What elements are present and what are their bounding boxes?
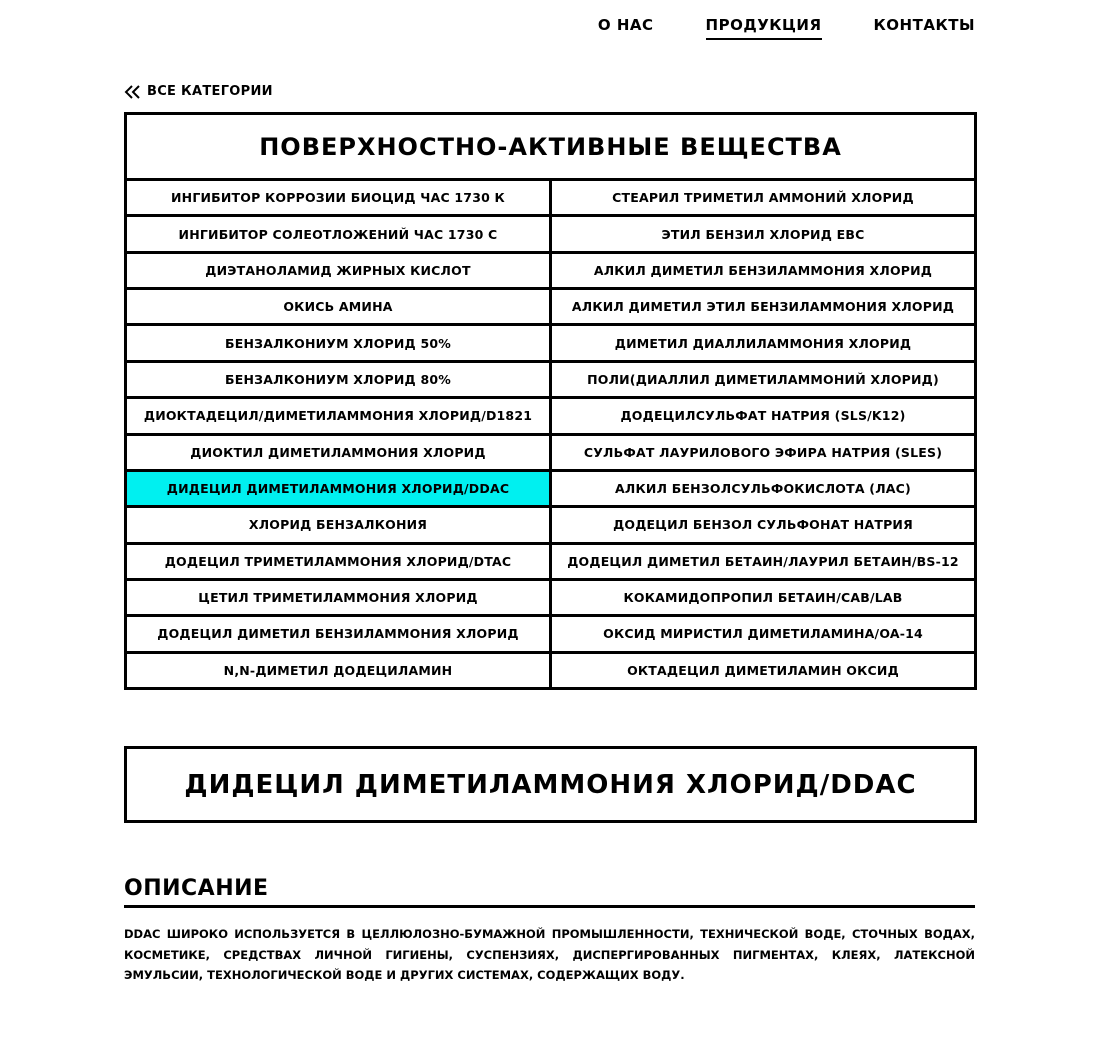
product-item[interactable]: ДОДЕЦИЛ БЕНЗОЛ СУЛЬФОНАТ НАТРИЯ (552, 508, 974, 544)
nav-products[interactable]: ПРОДУКЦИЯ (706, 14, 822, 40)
product-item[interactable]: ИНГИБИТОР КОРРОЗИИ БИОЦИД ЧАС 1730 К (127, 181, 549, 217)
product-item[interactable]: АЛКИЛ ДИМЕТИЛ ЭТИЛ БЕНЗИЛАММОНИЯ ХЛОРИД (552, 290, 974, 326)
product-item[interactable]: ДИОКТИЛ ДИМЕТИЛАММОНИЯ ХЛОРИД (127, 436, 549, 472)
product-item[interactable]: КОКАМИДОПРОПИЛ БЕТАИН/CAB/LAB (552, 581, 974, 617)
product-column-right (552, 181, 974, 687)
top-nav (598, 14, 975, 40)
product-item[interactable]: ДИЭТАНОЛАМИД ЖИРНЫХ КИСЛОТ (127, 254, 549, 290)
product-item[interactable]: ИНГИБИТОР СОЛЕОТЛОЖЕНИЙ ЧАС 1730 С (127, 217, 549, 253)
product-item[interactable]: ОКТАДЕЦИЛ ДИМЕТИЛАМИН ОКСИД (627, 662, 899, 678)
product-item[interactable]: СТЕАРИЛ ТРИМЕТИЛ АММОНИЙ ХЛОРИД (552, 181, 974, 217)
back-to-categories-link[interactable] (124, 84, 273, 99)
category-title: ПОВЕРХНОСТНО-АКТИВНЫЕ ВЕЩЕСТВА (127, 115, 974, 181)
product-item[interactable]: АЛКИЛ ДИМЕТИЛ БЕНЗИЛАММОНИЯ ХЛОРИД (552, 254, 974, 290)
nav-contacts[interactable]: КОНТАКТЫ (873, 16, 975, 34)
product-item[interactable]: ДОДЕЦИЛ ДИМЕТИЛ БЕНЗИЛАММОНИЯ ХЛОРИД (127, 617, 549, 653)
product-item[interactable]: N,N-ДИМЕТИЛ ДОДЕЦИЛАМИН (223, 662, 453, 678)
product-item[interactable]: ОКСИД МИРИСТИЛ ДИМЕТИЛАМИНА/OA-14 (552, 617, 974, 653)
description-heading: ОПИСАНИЕ (124, 876, 975, 908)
product-item[interactable]: АЛКИЛ БЕНЗОЛСУЛЬФОКИСЛОТА (ЛАС) (552, 472, 974, 508)
product-item[interactable]: ДИМЕТИЛ ДИАЛЛИЛАММОНИЯ ХЛОРИД (552, 326, 974, 362)
product-column-left (127, 181, 552, 687)
product-item[interactable]: ДОДЕЦИЛ ДИМЕТИЛ БЕТАИН/ЛАУРИЛ БЕТАИН/BS-12 (552, 545, 974, 581)
product-item[interactable]: ДОДЕЦИЛСУЛЬФАТ НАТРИЯ (SLS/K12) (552, 399, 974, 435)
product-item[interactable]: БЕНЗАЛКОНИУМ ХЛОРИД 80% (127, 363, 549, 399)
product-title: ДИДЕЦИЛ ДИМЕТИЛАММОНИЯ ХЛОРИД/DDAC (124, 746, 977, 823)
product-item[interactable]: ЦЕТИЛ ТРИМЕТИЛАММОНИЯ ХЛОРИД (127, 581, 549, 617)
back-label: ВСЕ КАТЕГОРИИ (147, 84, 273, 99)
double-chevron-left-icon (124, 85, 141, 99)
product-item[interactable]: БЕНЗАЛКОНИУМ ХЛОРИД 50% (127, 326, 549, 362)
product-item[interactable]: ЭТИЛ БЕНЗИЛ ХЛОРИД EBC (552, 217, 974, 253)
product-item[interactable]: ДОДЕЦИЛ ТРИМЕТИЛАММОНИЯ ХЛОРИД/DTAC (127, 545, 549, 581)
product-item-active[interactable]: ДИДЕЦИЛ ДИМЕТИЛАММОНИЯ ХЛОРИД/DDAC (127, 472, 549, 508)
product-item[interactable]: ДИОКТАДЕЦИЛ/ДИМЕТИЛАММОНИЯ ХЛОРИД/D1821 (127, 399, 549, 435)
description-text: DDAC ШИРОКО ИСПОЛЬЗУЕТСЯ В ЦЕЛЛЮЛОЗНО-БУМАЖНОЙ ПРОМЫШЛЕННОСТИ, ТЕХНИЧЕСКОЙ ВОДЕ, СТОЧНЫХ ВОДАХ, КОСМЕТИКЕ, СРЕДСТВАХ ЛИЧНОЙ ГИГИЕНЫ, СУСПЕНЗИЯХ, ДИСПЕРГИРОВАННЫХ ПИГМЕНТАХ, КЛЕЯХ, ЛАТЕКСНОЙ ЭМУЛЬСИИ, ТЕХНОЛОГИЧЕСКОЙ ВОДЕ И ДРУГИХ СИСТЕМАХ, СОДЕРЖАЩИХ ВОДУ. (124, 927, 975, 982)
product-item[interactable]: СУЛЬФАТ ЛАУРИЛОВОГО ЭФИРА НАТРИЯ (SLES) (552, 436, 974, 472)
product-item[interactable]: ХЛОРИД БЕНЗАЛКОНИЯ (127, 508, 549, 544)
product-grid (127, 181, 974, 687)
product-item[interactable]: ПОЛИ(ДИАЛЛИЛ ДИМЕТИЛАММОНИЙ ХЛОРИД) (552, 363, 974, 399)
nav-about[interactable]: О НАС (597, 16, 654, 34)
category-table (124, 112, 977, 690)
product-item[interactable]: ОКИСЬ АМИНА (127, 290, 549, 326)
